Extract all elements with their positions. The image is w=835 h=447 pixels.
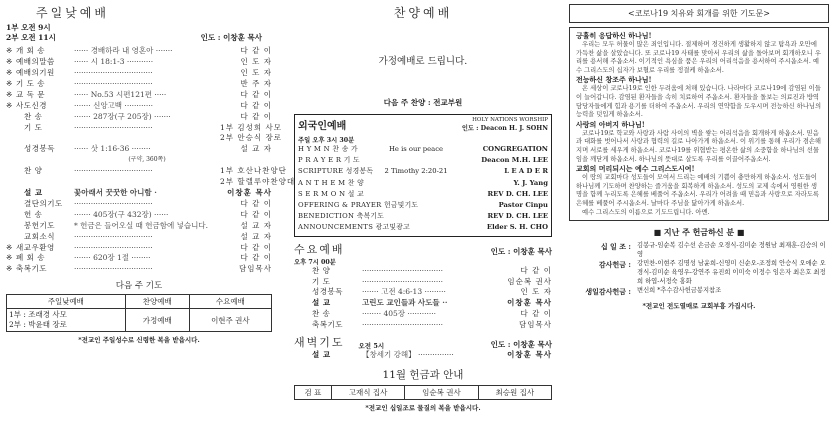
- order-who: 다 같 이: [240, 198, 272, 208]
- foreign-row-who: Pastor Cinpu: [498, 201, 548, 210]
- foreign-row: [298, 211, 548, 222]
- order-text: ······ 시 18:1-3 ···········: [74, 57, 154, 67]
- col3-footer: *전교인 전도열매로 교회부흥 가집시다.: [642, 302, 756, 311]
- order-text: ······ 경배하라 내 영혼아 ·······: [74, 46, 173, 56]
- order-who: 이창훈 목사: [227, 187, 272, 197]
- next-prayer-header: 주일낮예배: [7, 295, 126, 309]
- foreign-row-who: CONGREGATION: [482, 145, 548, 153]
- service-time-2: 2부 오전 11시: [6, 32, 56, 42]
- prayer-title: <코로나19 치유와 회개를 위한 기도문>: [569, 4, 829, 23]
- order-text: * 헌금은 들어오실 때 헌금함에 넣습니다.: [74, 220, 208, 230]
- order-who: 1부 김성희 사모: [220, 122, 283, 132]
- offering-cell: 임순복 권사: [405, 385, 478, 399]
- foreign-worship-en: HOLY NATIONS WORSHIP: [472, 117, 548, 123]
- order-who: 설 교 자: [240, 220, 272, 230]
- wednesday-row: [294, 287, 552, 298]
- prayer-heading: 교회의 머리되시는 예수 그리스도시여!: [576, 164, 695, 174]
- order-who: 다 같 이: [240, 111, 272, 121]
- wednesday-text: ··································: [362, 265, 444, 275]
- foreign-row-text: [366, 189, 466, 200]
- foreign-row-text: He is our peace: [388, 145, 444, 153]
- offering-guide-table: [294, 385, 552, 400]
- order-who: 설 교 자: [240, 231, 272, 241]
- order-row: [6, 221, 272, 232]
- sunday-worship-column: [0, 0, 296, 447]
- order-text: ·································: [74, 264, 153, 274]
- dawn-row-text: 【창세기 강해】 ···············: [362, 350, 454, 360]
- foreign-row-label: H Y M N 찬 송 가: [298, 145, 358, 153]
- order-mark: ※: [6, 89, 13, 99]
- order-row: [6, 101, 272, 112]
- order-row: [6, 243, 272, 254]
- order-row: [6, 122, 283, 134]
- foreign-row-who: Y. J. Yang: [513, 178, 548, 187]
- order-who: 반 주 자: [240, 78, 272, 88]
- offering-donors-title: ■ 지난 주 헌금하신 분 ■: [653, 227, 745, 238]
- order-who: 다 같 이: [240, 209, 272, 219]
- wednesday-leader: 인도 : 이창훈 목사: [490, 246, 552, 256]
- order-text: ·································: [74, 122, 153, 132]
- wednesday-label: 설 교: [312, 298, 331, 308]
- offering-donors-list: [569, 241, 829, 297]
- order-text: ······ No.53 시편121편 ·····: [74, 89, 167, 99]
- prayer-heading: 전능하신 창조주 하나님!: [576, 75, 652, 85]
- order-who: 다 같 이: [240, 253, 272, 263]
- order-row: [6, 133, 283, 144]
- order-label: 축복기도: [16, 264, 47, 274]
- wednesday-row: [294, 309, 552, 320]
- next-prayer-table: [6, 294, 272, 332]
- next-prayer-header: 수요예배: [189, 295, 271, 309]
- foreign-row: [298, 166, 548, 177]
- dawn-row: [294, 350, 552, 361]
- order-text: ······ 삿 1:16-36 ········: [74, 144, 151, 154]
- prayer-text: 이 땅의 교회마다 성도들이 모여서 드리는 예배의 기쁨이 충만하게 하옵소서. 성도들이 하나님께 기도하며 찬양하는 즐거움을 회복하게 하옵소서. 성도의 교제 속에서 영원한 생명을 함께 누리도록 은혜를 베풀어 주옵소서. 우리가 어려울 때 믿음과 사랑으로 자라도록 은혜를 베풀어 주시옵소서. 날마다 주님을 닮아가게 하옵소서.: [576, 174, 819, 207]
- order-text: ······· 신앙고백 ············: [74, 100, 154, 110]
- order-label: 개 회 송: [16, 46, 46, 56]
- next-prayer-cell: 이현주 권사: [189, 309, 271, 332]
- order-of-service: [6, 46, 296, 275]
- foreign-row-label: A N T H E M 찬 양: [298, 178, 364, 187]
- next-prayer-cell: 가정예배: [125, 309, 189, 332]
- prayer-heading: 긍휼히 응답하신 하나님!: [576, 31, 652, 40]
- praise-worship-column: [286, 0, 556, 447]
- foreign-row-label: SCRIPTURE 성경봉독: [298, 167, 374, 176]
- dawn-prayer-leader: 인도 : 이창훈 목사: [490, 340, 552, 350]
- order-mark: ※: [6, 242, 13, 252]
- order-mark: ※: [6, 57, 13, 67]
- order-mark: ※: [6, 100, 13, 110]
- dawn-prayer-time: 오전 5시: [358, 342, 385, 351]
- order-text: ·································: [74, 78, 153, 88]
- offering-donor-names: 김봉규-임순복 김수선 손금순 오경식-김미순 정원남 최재훈-김승의 이영: [637, 242, 826, 259]
- order-label: 사도신경: [16, 100, 47, 110]
- offering-donor-row: [569, 286, 829, 297]
- prayer-box: [569, 27, 829, 221]
- wednesday-row: [294, 320, 552, 331]
- order-who: 다 같 이: [240, 100, 272, 110]
- order-who: 인 도 자: [240, 68, 272, 77]
- order-label: 설 교: [24, 187, 43, 197]
- foreign-row-text: [366, 200, 466, 211]
- order-row: [6, 264, 272, 275]
- foreign-worship-leader: 인도 : Deacon H. J. SOHN: [461, 125, 548, 132]
- wednesday-order: [294, 266, 552, 331]
- sunday-worship-title: 주일낮예배: [36, 6, 109, 20]
- order-label: 교 독 문: [16, 89, 46, 99]
- prayer-column: [563, 0, 835, 447]
- wednesday-row: [294, 298, 552, 309]
- wednesday-who: 임순복 권사: [507, 276, 552, 286]
- foreign-row-label: OFFERING & PRAYER 헌금및기도: [298, 201, 419, 210]
- order-mark: ※: [6, 68, 13, 77]
- foreign-row-text: 2 Timothy 2:20-21: [384, 167, 448, 176]
- order-label: 예배의말씀: [16, 57, 55, 67]
- order-who: 다 같 이: [240, 89, 272, 99]
- wednesday-label: 찬 송: [312, 309, 331, 319]
- order-label: 예배의기원: [16, 68, 55, 77]
- offering-title: 11월 헌금과 안내: [382, 368, 464, 381]
- order-who: 설 교 자: [240, 144, 272, 154]
- foreign-row-who: REV D. CH. LEE: [487, 212, 548, 221]
- order-row: [6, 177, 296, 188]
- foreign-row: [298, 155, 548, 166]
- order-row: [6, 46, 272, 57]
- order-who: 담임목사: [239, 264, 272, 274]
- foreign-row-text: [366, 222, 466, 233]
- foreign-row-text: [366, 155, 466, 166]
- foreign-row-who: Elder S. H. CHO: [486, 223, 548, 232]
- wednesday-text: ··································: [362, 276, 444, 286]
- order-row: [6, 253, 272, 264]
- offering-cell: 최승원 집사: [478, 385, 551, 399]
- offering-donor-label: 생일감사헌금 :: [585, 287, 631, 297]
- order-text: ·································: [74, 198, 153, 208]
- foreign-row-label: P R A Y E R 기 도: [298, 156, 360, 165]
- wednesday-text: 고린도 교인들과 사도들 ··: [362, 298, 448, 308]
- prayer-sections: [576, 31, 822, 217]
- offering-donor-row: [569, 259, 829, 286]
- wednesday-who: 담임목사: [519, 320, 552, 330]
- order-text: ······· 620장 1절 ········: [74, 253, 151, 263]
- order-text: (구약, 360쪽): [128, 156, 166, 164]
- order-text: 꽃아래서 꿋꿋한 아니함 ·: [74, 187, 157, 197]
- foreign-row-who: L E A D E R: [504, 167, 548, 176]
- foreign-row: [298, 178, 548, 189]
- foreign-row: [298, 200, 548, 211]
- wednesday-row: [294, 266, 552, 277]
- foreign-row: [298, 144, 548, 155]
- wednesday-text: ······· 고전 4:6-13 ·········: [362, 287, 446, 297]
- prayer-text: 우리는 모두 허물이 많은 죄인입니다. 절제하며 경건하게 생활하지 않고 탐욕과 오만에 가득찬 삶을 살았습니다. 또 코로나19 사태를 맞아서 우리의 삶을 돌아보며 회개하오니 우리를 용서해 주옵소서. 이기적인 욕심을 품은 우리의 어리석음을 용서하여 주시옵소서. 예수 그리스도의 십자가 보혈로 우리를 정결케 하옵소서.: [576, 41, 821, 74]
- wednesday-who: 인 도 자: [520, 287, 552, 297]
- offering-donor-label: 감사헌금 :: [598, 260, 631, 270]
- prayer-text: 코로나19로 학교와 사랑과 사람 사이의 벽을 쌓는 어리석음을 회개하게 하옵소서. 믿음과 대화를 벗어나서 사랑과 협력의 길로 나아가게 하옵소서. 이 위기를 통해 우리가 겸손해지며 서로를 세우게 하옵소서. 코로나19를 위협받는 평온한 삶의 소중함을 하나님의 선물임을 깨닫게 하옵소서. 하나님의 뜻대로 살도록 우리를 이끌어주옵소서.: [576, 129, 822, 163]
- order-row: [6, 210, 272, 221]
- wednesday-who: 이창훈 목사: [507, 298, 552, 308]
- offering-donor-names: 변신희 *추수감사헌금봉지참조: [637, 287, 722, 295]
- order-label: 폐 회 송: [16, 253, 46, 263]
- foreign-row-text: [366, 211, 466, 222]
- foreign-worship-title: 외국인예배: [298, 121, 347, 132]
- order-mark: ※: [6, 253, 13, 263]
- dawn-row-label: 설 교: [312, 350, 331, 360]
- wednesday-label: 축복기도: [312, 320, 343, 330]
- order-label: 기 도: [24, 122, 43, 132]
- praise-worship-title: 찬양예배: [393, 6, 453, 20]
- prayer-heading: 사랑의 아버지 하나님!: [576, 119, 645, 129]
- worship-leader: 인도 : 이창훈 목사: [200, 32, 262, 42]
- foreign-row-label: BENEDICTION 축복기도: [298, 212, 385, 221]
- foreign-row-text: [366, 178, 466, 189]
- wednesday-label: 기 도: [312, 276, 331, 286]
- order-row: [6, 57, 272, 68]
- offering-cell: 검 표: [295, 385, 332, 399]
- foreign-row-who: REV D. CH. LEE: [487, 189, 548, 198]
- order-who: 다 같 이: [240, 46, 272, 56]
- order-label: 성경봉독: [24, 144, 55, 154]
- order-text: ······· 287장(구 205장) ·······: [74, 111, 171, 121]
- order-text: ·································: [74, 166, 153, 176]
- order-text: ······· 405장(구 432장) ······: [74, 209, 169, 219]
- dawn-row-who: 이창훈 목사: [507, 350, 552, 360]
- order-label: 결단의기도: [24, 198, 63, 208]
- next-prayer-cell: 1부 : 조래경 사모: [9, 310, 67, 320]
- order-row: [6, 232, 272, 243]
- foreign-row-label: ANNOUNCEMENTS 광고및광고: [298, 223, 410, 232]
- order-label: 교회소식: [24, 231, 55, 241]
- order-text: ·································: [74, 68, 153, 77]
- order-label: 봉헌기도: [24, 220, 55, 230]
- wednesday-row: [294, 277, 552, 288]
- wednesday-title: 수요예배: [294, 242, 345, 256]
- order-who: 1부 호산나찬양단: [220, 166, 287, 176]
- next-praise: 다음 주 찬양 : 전교부원: [383, 98, 463, 107]
- col2-footer: *전교인 십일조로 물질의 복을 받읍시다.: [365, 403, 481, 412]
- order-who: 다 같 이: [240, 242, 272, 252]
- offering-donor-row: [569, 241, 829, 259]
- order-mark: ※: [6, 46, 13, 56]
- order-row: [6, 188, 272, 199]
- order-label: 찬 송: [24, 111, 43, 121]
- order-who: 인 도 자: [240, 57, 272, 67]
- order-label: 헌 송: [24, 209, 43, 219]
- foreign-worship-time: 주일 오후 3시 30분: [298, 137, 355, 144]
- next-prayer-cell: 2부 : 박윤태 장로: [9, 320, 67, 330]
- home-worship-notice: 가정예배로 드립니다.: [378, 56, 468, 67]
- order-row: [6, 112, 272, 123]
- order-mark: ※: [6, 264, 13, 274]
- dawn-prayer-title: 새벽기도: [294, 336, 345, 350]
- order-mark: ※: [6, 78, 13, 88]
- prayer-text: 예수 그리스도의 이름으로 기도드립니다. 아멘.: [582, 208, 710, 216]
- wednesday-label: 찬 양: [312, 265, 331, 275]
- wednesday-who: 다 같 이: [520, 265, 552, 275]
- order-row: [6, 68, 272, 79]
- next-prayer-title: 다음 주 기도: [115, 281, 163, 292]
- foreign-row: [298, 222, 548, 233]
- wednesday-text: ········ 405장 ············: [362, 309, 437, 319]
- foreign-row-who: Deacon M.H. LEE: [481, 156, 548, 165]
- wednesday-time: 오후 7시 00분: [294, 258, 336, 266]
- order-who: 2부 안승식 장로: [220, 133, 283, 143]
- order-row: [6, 79, 272, 90]
- order-text: ·································: [74, 242, 153, 252]
- wednesday-who: 다 같 이: [520, 309, 552, 319]
- wednesday-text: ··································: [362, 320, 444, 330]
- prayer-text: 온 세상이 코로나19로 인한 두려움에 처해 있습니다. 나라마다 코로나19에 감염된 이들이 늘어갑니다. 감염된 환자들을 속히 치료하여 주옵소서. 환자들을 돌보는 의료진과 방역 담당자들에게 힘과 용기를 더하여 주옵소서. 우리의 연약함을 도우시며 전능하신 하나님의 능력을 덧입게 하옵소서.: [576, 85, 822, 119]
- order-row: [6, 199, 272, 210]
- order-text: ·································: [74, 231, 153, 241]
- order-row: [6, 155, 272, 166]
- offering-cell: 고재식 집사: [331, 385, 404, 399]
- order-row: [6, 144, 272, 155]
- col1-footer: *전교인 주일성수로 신령한 복을 받읍시다.: [78, 336, 200, 345]
- service-time-1: 1부 오전 9시: [6, 23, 51, 32]
- order-row: [6, 90, 272, 101]
- wednesday-label: 성경봉독: [312, 287, 343, 297]
- offering-donor-label: 십 일 조 :: [600, 242, 631, 252]
- order-row: [6, 166, 287, 177]
- foreign-row-label: S E R M O N 설 교: [298, 189, 364, 198]
- foreign-worship-box: [294, 114, 552, 237]
- order-label: 기 도 송: [16, 78, 46, 88]
- foreign-row: [298, 189, 548, 200]
- offering-donor-names: 강민찬-이현주 김명성 남윤희-신영미 신순오-조정희 안승식 오애순 오경식-김미순 육영우-강연주 유진희 이미숙 이정수 임은자 최은호 최정희 하엽-서정숙 홍화: [637, 260, 826, 286]
- foreign-order-list: [298, 144, 548, 234]
- order-label: 찬 양: [24, 166, 43, 176]
- order-who: 2부 할렐루야찬양대: [220, 177, 296, 187]
- order-label: 새교우환영: [16, 242, 55, 252]
- next-prayer-header: 찬양예배: [125, 295, 189, 309]
